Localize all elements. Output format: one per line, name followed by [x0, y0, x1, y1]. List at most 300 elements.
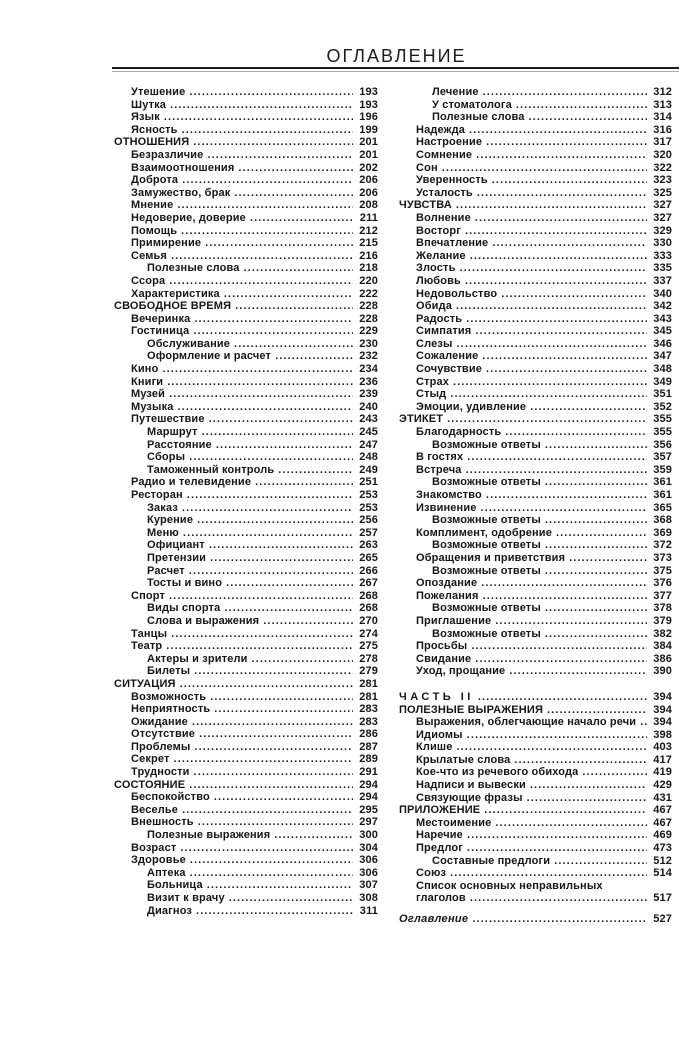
toc-entry-page: 467 — [653, 816, 672, 829]
toc-entry-page: 327 — [653, 199, 672, 212]
toc-entry-page: 253 — [359, 501, 378, 514]
toc-entry-label: глаголов — [416, 892, 466, 905]
toc-entry-page: 267 — [359, 577, 378, 590]
dot-leader — [477, 187, 647, 200]
dot-leader — [516, 99, 647, 112]
toc-entry-label: Возможные ответы — [432, 539, 541, 552]
toc-entry-page: 289 — [359, 753, 378, 766]
dot-leader — [465, 225, 647, 238]
dot-leader — [481, 502, 647, 515]
toc-entry-label: Аптека — [147, 866, 186, 879]
toc-entry-label: Сомнение — [416, 148, 473, 161]
toc-entry-page: 419 — [653, 766, 672, 779]
toc-entry-page: 287 — [359, 740, 378, 753]
toc-entry — [114, 514, 378, 527]
toc-entry-label: Надписи и вывески — [416, 779, 526, 792]
toc-entry-label: Просьбы — [416, 640, 468, 653]
toc-entry-page: 222 — [359, 287, 378, 300]
toc-entry-label: Лечение — [432, 86, 479, 98]
toc-entry-page: 365 — [653, 501, 672, 514]
toc-left-column — [114, 86, 378, 917]
toc-entry-label: СОСТОЯНИЕ — [114, 778, 186, 791]
toc-entry — [114, 753, 378, 766]
toc-entry-page: 378 — [653, 602, 672, 615]
dot-leader — [209, 413, 353, 426]
dot-leader — [263, 615, 353, 628]
toc-entry-page: 270 — [359, 614, 378, 627]
toc-entry — [114, 816, 378, 829]
toc-entry-page: 373 — [653, 551, 672, 564]
toc-entry-page: 340 — [653, 287, 672, 300]
toc-entry-page: 314 — [653, 111, 672, 124]
toc-entry-label: Театр — [131, 640, 163, 653]
dot-leader — [465, 275, 647, 288]
toc-entry — [114, 388, 378, 401]
toc-entry-label: Возможность — [131, 690, 207, 703]
dot-leader — [467, 842, 647, 855]
dot-leader — [545, 565, 647, 578]
toc-entry-page: 345 — [653, 325, 672, 338]
dot-leader — [171, 250, 353, 263]
toc-entry — [114, 199, 378, 212]
toc-entry-page: 202 — [359, 161, 378, 174]
dot-leader — [527, 792, 647, 805]
dot-leader — [478, 691, 647, 704]
toc-entry-page: 359 — [653, 463, 672, 476]
toc-entry-page: 316 — [653, 123, 672, 136]
toc-entry-page: 206 — [359, 186, 378, 199]
toc-entry-label: Утешение — [131, 86, 186, 98]
toc-entry-page: 193 — [359, 98, 378, 111]
toc-entry-label: Проблемы — [131, 740, 191, 753]
dot-leader — [166, 640, 353, 653]
toc-entry — [399, 413, 672, 426]
toc-entry-label: Сочувствие — [416, 363, 483, 376]
dot-leader — [194, 665, 353, 678]
dot-leader — [234, 338, 353, 351]
toc-entry-label: Радость — [416, 312, 463, 325]
toc-entry-label: Впечатление — [416, 237, 489, 250]
toc-entry-page: 372 — [653, 539, 672, 552]
toc-entry — [399, 111, 672, 124]
toc-entry-label: Заказ — [147, 501, 178, 514]
title-rule — [112, 67, 679, 72]
dot-leader — [569, 552, 647, 565]
dot-leader — [501, 288, 647, 301]
toc-entry — [114, 136, 378, 149]
toc-entry-page: 355 — [653, 413, 672, 426]
toc-entry-page: 307 — [359, 879, 378, 892]
dot-leader — [466, 464, 647, 477]
toc-entry-label: Путешествие — [131, 413, 205, 426]
toc-entry-label: Слова и выражения — [147, 614, 260, 627]
toc-entry-page: 268 — [359, 602, 378, 615]
toc-entry-label: Диагноз — [147, 904, 193, 917]
toc-entry — [114, 653, 378, 666]
toc-entry — [399, 665, 672, 678]
toc-entry — [399, 754, 672, 767]
toc-entry-page: 216 — [359, 249, 378, 262]
toc-entry — [399, 199, 672, 212]
toc-entry-label: Беспокойство — [131, 791, 210, 804]
toc-entry — [399, 350, 672, 363]
toc-entry-page: 377 — [653, 589, 672, 602]
toc-entry-page: 431 — [653, 791, 672, 804]
toc-entry — [114, 665, 378, 678]
dot-leader — [216, 439, 353, 452]
toc-entry — [399, 149, 672, 162]
toc-entry-page: 251 — [359, 476, 378, 489]
toc-entry-label: Знакомство — [416, 489, 482, 501]
dot-leader — [486, 363, 647, 376]
toc-entry-page: 342 — [653, 300, 672, 313]
toc-entry-label: Безразличие — [131, 148, 204, 161]
toc-entry-page: 337 — [653, 274, 672, 287]
dot-leader — [450, 388, 647, 401]
toc-entry-page: 236 — [359, 375, 378, 388]
toc-entry — [114, 413, 378, 426]
toc-entry — [114, 275, 378, 288]
toc-entry-page: 232 — [359, 350, 378, 363]
toc-entry — [399, 590, 672, 603]
dot-leader — [171, 628, 353, 641]
toc-entry — [114, 313, 378, 326]
dot-leader — [229, 892, 353, 905]
toc-entry-label: Музей — [131, 388, 166, 401]
toc-entry-page: 379 — [653, 614, 672, 627]
toc-entry-label: Расчет — [147, 564, 185, 577]
toc-entry-page: 429 — [653, 779, 672, 792]
toc-entry — [399, 577, 672, 590]
dot-leader — [495, 615, 647, 628]
toc-entry-label: Таможенный контроль — [147, 463, 275, 476]
toc-entry-label: Книги — [131, 375, 164, 388]
toc-entry — [399, 766, 672, 779]
toc-entry-page: 211 — [359, 211, 378, 224]
toc-entry — [114, 804, 378, 817]
dot-leader — [210, 691, 353, 704]
toc-entry-label: Музыка — [131, 400, 174, 413]
toc-entry-label: Расстояние — [147, 438, 212, 451]
toc-entry-label: Помощь — [131, 224, 178, 237]
toc-entry — [399, 225, 672, 238]
toc-entry-page: 230 — [359, 337, 378, 350]
toc-entry-label: Любовь — [416, 274, 461, 287]
toc-entry — [114, 716, 378, 729]
toc-entry-label: Шутка — [131, 98, 167, 111]
dot-leader — [189, 86, 353, 99]
toc-entry — [114, 879, 378, 892]
dot-leader — [197, 514, 353, 527]
dot-leader — [492, 174, 647, 187]
dot-leader — [235, 300, 353, 313]
toc-entry-page: 193 — [359, 86, 378, 98]
dot-leader — [486, 136, 647, 149]
toc-entry-label: Желание — [416, 249, 466, 262]
toc-entry — [399, 162, 672, 175]
toc-entry — [114, 565, 378, 578]
toc-entry-label: Билеты — [147, 665, 191, 678]
toc-entry — [399, 439, 672, 452]
toc-entry — [399, 464, 672, 477]
toc-entry-label: Возможные ответы — [432, 602, 541, 615]
toc-entry-label: Язык — [131, 111, 160, 124]
toc-entry — [114, 741, 378, 754]
toc-entry-label: Восторг — [416, 224, 461, 237]
toc-entry-page: 369 — [653, 526, 672, 539]
toc-entry-label: Связующие фразы — [416, 791, 523, 804]
toc-entry-page: 300 — [359, 829, 378, 842]
toc-entry-label: Опоздание — [416, 577, 478, 590]
toc-entry — [399, 451, 672, 464]
toc-entry — [399, 99, 672, 112]
toc-entry-label: Крылатые слова — [416, 753, 511, 766]
dot-leader — [470, 892, 647, 905]
dot-leader — [238, 162, 353, 175]
toc-entry-page: 512 — [653, 854, 672, 867]
toc-entry-label: Спорт — [131, 589, 166, 602]
toc-entry — [399, 792, 672, 805]
toc-entry-page: 212 — [359, 224, 378, 237]
toc-entry — [114, 539, 378, 552]
toc-right-column — [399, 86, 672, 926]
toc-entry — [399, 892, 672, 905]
toc-entry-page: 329 — [653, 224, 672, 237]
toc-entry-page: 394 — [653, 716, 672, 729]
toc-entry-label: Ожидание — [131, 715, 188, 728]
toc-entry — [114, 124, 378, 137]
toc-entry-label: Ресторан — [131, 489, 183, 501]
toc-entry — [399, 136, 672, 149]
toc-entry-label: Отсутствие — [131, 728, 196, 741]
toc-entry-page: 228 — [359, 312, 378, 325]
toc-entry — [114, 691, 378, 704]
toc-entry-page: 294 — [359, 778, 378, 791]
toc-entry-page: 355 — [653, 426, 672, 439]
toc-entry — [114, 678, 378, 691]
toc-entry — [399, 552, 672, 565]
dot-leader — [190, 867, 353, 880]
toc-entry-page: 469 — [653, 829, 672, 842]
toc-entry-page: 312 — [653, 86, 672, 98]
toc-entry-label: Официант — [147, 539, 205, 552]
dot-leader — [275, 350, 353, 363]
toc-entry-page: 286 — [359, 728, 378, 741]
toc-entry — [114, 829, 378, 842]
toc-entry-label: Танцы — [131, 627, 168, 640]
dot-leader — [545, 476, 647, 489]
toc-entry-label: Виды спорта — [147, 602, 221, 615]
toc-entry-label: Оформление и расчет — [147, 350, 272, 363]
dot-leader — [530, 401, 647, 414]
toc-entry-label: Комплимент, одобрение — [416, 526, 552, 539]
dot-leader — [190, 854, 353, 867]
dot-leader — [492, 237, 647, 250]
dot-leader — [187, 489, 353, 502]
toc-entry — [114, 439, 378, 452]
toc-entry-page: 275 — [359, 640, 378, 653]
dot-leader — [481, 577, 647, 590]
toc-entry — [114, 262, 378, 275]
toc-entry-page: 245 — [359, 426, 378, 439]
toc-entry-label: Обращения и приветствия — [416, 551, 566, 564]
toc-entry — [399, 913, 672, 926]
toc-entry-page: 268 — [359, 589, 378, 602]
toc-entry-label: Приглашение — [416, 614, 492, 627]
dot-leader — [202, 426, 353, 439]
dot-leader — [194, 313, 353, 326]
toc-entry-page: 306 — [359, 866, 378, 879]
toc-entry — [399, 615, 672, 628]
toc-entry-label: ЧАСТЬ II — [399, 690, 474, 703]
toc-entry — [114, 250, 378, 263]
dot-leader — [545, 514, 647, 527]
toc-entry-page: 330 — [653, 237, 672, 250]
toc-entry — [399, 124, 672, 137]
toc-entry — [399, 376, 672, 389]
toc-entry-label: Настроение — [416, 136, 483, 149]
dot-leader — [177, 199, 353, 212]
toc-entry-page: 229 — [359, 325, 378, 338]
dot-leader — [447, 413, 647, 426]
dot-leader — [252, 653, 353, 666]
toc-entry-page: 351 — [653, 388, 672, 401]
toc-entry-label: В гостях — [416, 451, 464, 464]
dot-leader — [476, 149, 647, 162]
toc-entry-page: 403 — [653, 741, 672, 754]
toc-entry — [114, 476, 378, 489]
toc-entry-label: Список основных неправильных — [416, 879, 603, 892]
toc-entry — [399, 275, 672, 288]
toc-entry-page: 283 — [359, 703, 378, 716]
toc-entry-label: Полезные выражения — [147, 829, 271, 842]
toc-entry-page: 346 — [653, 337, 672, 350]
toc-entry-label: Возможные ответы — [432, 627, 541, 640]
toc-entry — [399, 716, 672, 729]
toc-entry-page: 384 — [653, 640, 672, 653]
toc-entry-label: Идиомы — [416, 728, 463, 741]
toc-entry-label: Выражения, облегчающие начало речи — [416, 716, 637, 729]
toc-entry-page: 294 — [359, 791, 378, 804]
toc-entry-label: Наречие — [416, 829, 463, 842]
toc-entry-page: 243 — [359, 413, 378, 426]
toc-entry-label: Претензии — [147, 551, 207, 564]
toc-entry-page: 274 — [359, 627, 378, 640]
dot-leader — [450, 867, 647, 880]
toc-entry-page: 343 — [653, 312, 672, 325]
dot-leader — [189, 779, 353, 792]
toc-entry-page: 283 — [359, 715, 378, 728]
toc-entry — [399, 817, 672, 830]
toc-entry-page: 348 — [653, 363, 672, 376]
dot-leader — [210, 552, 353, 565]
dot-leader — [457, 741, 648, 754]
toc-entry — [399, 174, 672, 187]
dot-leader — [205, 237, 353, 250]
dot-leader — [169, 388, 353, 401]
toc-entry-page: 291 — [359, 766, 378, 779]
toc-entry — [114, 187, 378, 200]
toc-entry-label: Уход, прощание — [416, 665, 506, 678]
toc-entry-page: 394 — [653, 690, 672, 703]
toc-entry-page: 306 — [359, 854, 378, 867]
toc-entry-page: 201 — [359, 148, 378, 161]
toc-entry-page: 239 — [359, 388, 378, 401]
toc-entry-label: Возможные ответы — [432, 514, 541, 527]
dot-leader — [278, 464, 353, 477]
toc-entry — [114, 842, 378, 855]
toc-entry-label: Слезы — [416, 337, 453, 350]
dot-leader — [192, 716, 353, 729]
toc-entry — [399, 691, 672, 704]
dot-leader — [255, 476, 353, 489]
dot-leader — [224, 602, 353, 615]
toc-entry-label: Полезные слова — [147, 262, 240, 275]
toc-entry-page: 220 — [359, 274, 378, 287]
toc-entry — [399, 212, 672, 225]
dot-leader — [456, 300, 647, 313]
toc-entry-page: 398 — [653, 728, 672, 741]
dot-leader — [194, 766, 353, 779]
toc-entry — [114, 867, 378, 880]
toc-entry-page: 215 — [359, 237, 378, 250]
toc-entry — [399, 187, 672, 200]
toc-entry — [114, 338, 378, 351]
toc-entry-label: Извинение — [416, 501, 477, 514]
toc-entry-label: Гостиница — [131, 325, 190, 338]
toc-entry-label: Визит к врачу — [147, 892, 225, 904]
dot-leader — [169, 275, 353, 288]
toc-entry-page: 473 — [653, 842, 672, 855]
toc-entry-page: 201 — [359, 136, 378, 149]
toc-entry-page: 281 — [359, 690, 378, 703]
toc-entry — [399, 363, 672, 376]
toc-entry-label: ЭТИКЕТ — [399, 413, 444, 426]
toc-entry — [114, 892, 378, 905]
toc-entry — [399, 602, 672, 615]
toc-entry — [114, 300, 378, 313]
toc-entry-page: 323 — [653, 174, 672, 187]
dot-leader — [180, 842, 353, 855]
toc-entry — [114, 502, 378, 515]
toc-entry-label: СВОБОДНОЕ ВРЕМЯ — [114, 300, 232, 313]
toc-entry-label: Клише — [416, 741, 453, 754]
toc-entry — [114, 766, 378, 779]
toc-entry-page: 234 — [359, 363, 378, 376]
toc-entry-page: 317 — [653, 136, 672, 149]
toc-entry-page: 352 — [653, 400, 672, 413]
toc-entry-page: 240 — [359, 400, 378, 413]
toc-entry — [114, 451, 378, 464]
toc-entry-label: Маршрут — [147, 426, 198, 439]
toc-entry-label: Составные предлоги — [432, 854, 551, 867]
toc-entry — [114, 111, 378, 124]
toc-entry — [114, 854, 378, 867]
toc-entry-page: 263 — [359, 539, 378, 552]
toc-entry — [399, 565, 672, 578]
toc-entry — [114, 325, 378, 338]
dot-leader — [459, 262, 647, 275]
dot-leader — [209, 539, 353, 552]
toc-entry — [399, 539, 672, 552]
toc-entry-page: 253 — [359, 489, 378, 501]
toc-entry — [114, 640, 378, 653]
dot-leader — [530, 779, 647, 792]
page-title: ОГЛАВЛЕНИЕ — [326, 46, 467, 66]
toc-entry-label: Благодарность — [416, 426, 502, 439]
toc-entry-label: Ссора — [131, 274, 166, 287]
dot-leader — [470, 250, 647, 263]
